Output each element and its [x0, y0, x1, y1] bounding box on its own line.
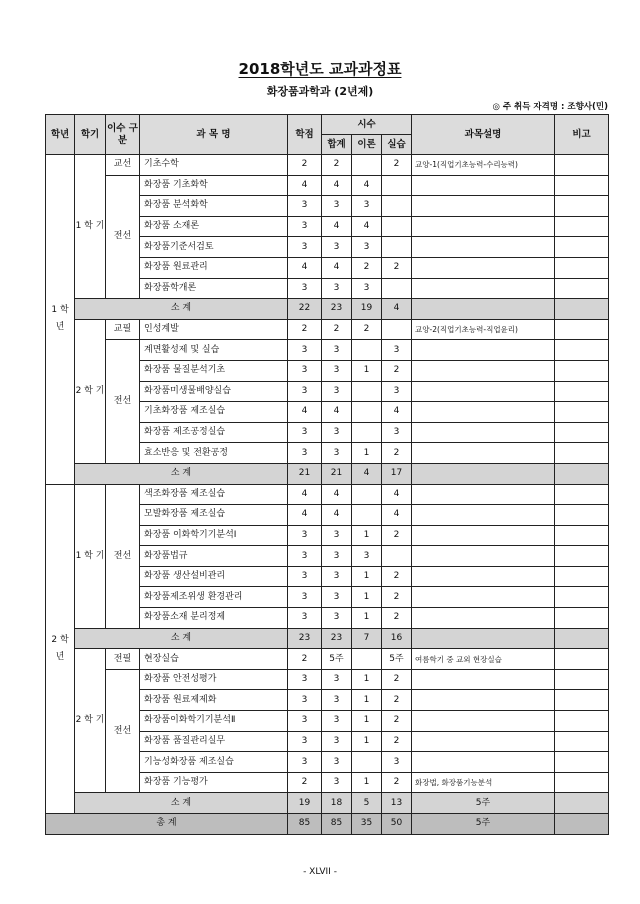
- course-remark: [555, 402, 609, 423]
- course-row: [46, 669, 609, 690]
- hours-total: 4: [322, 505, 352, 526]
- course-remark: [555, 257, 609, 278]
- course-credit: 4: [288, 257, 322, 278]
- course-description: [412, 566, 555, 587]
- course-credit: 2: [288, 319, 322, 340]
- category-label: 전선: [106, 340, 140, 464]
- course-name: 현장실습: [140, 649, 288, 670]
- hours-theory: [352, 752, 382, 773]
- course-row: [46, 319, 609, 340]
- header-remark: 비고: [555, 115, 609, 155]
- subtotal-credit: 22: [288, 299, 322, 320]
- course-description: [412, 608, 555, 629]
- course-name: 화장품소재 분리정제: [140, 608, 288, 629]
- subtotal-remark: [555, 299, 609, 320]
- hours-theory: 1: [352, 525, 382, 546]
- hours-total: 3: [322, 711, 352, 732]
- course-description: [412, 360, 555, 381]
- course-description: [412, 278, 555, 299]
- hours-practice: 3: [382, 340, 412, 361]
- subtotal-description: [412, 463, 555, 484]
- subtotal-row: [46, 299, 609, 320]
- hours-total: 3: [322, 546, 352, 567]
- hours-theory: 1: [352, 731, 382, 752]
- subtotal-description: [412, 628, 555, 649]
- course-name: 기능성화장품 제조실습: [140, 752, 288, 773]
- course-remark: [555, 566, 609, 587]
- course-credit: 3: [288, 669, 322, 690]
- hours-theory: 1: [352, 587, 382, 608]
- course-name: 화장품 분석화학: [140, 196, 288, 217]
- header-hours-practice: 실습: [382, 135, 412, 155]
- course-credit: 3: [288, 587, 322, 608]
- subtotal-label: 소 계: [75, 299, 288, 320]
- hours-theory: [352, 505, 382, 526]
- subtotal-hours-theory: 4: [352, 463, 382, 484]
- course-description: [412, 381, 555, 402]
- hours-practice: [382, 196, 412, 217]
- course-description: [412, 546, 555, 567]
- course-remark: [555, 278, 609, 299]
- course-remark: [555, 484, 609, 505]
- grand-total-hours-theory: 35: [352, 814, 382, 835]
- curriculum-body: [46, 155, 609, 835]
- hours-total: 3: [322, 422, 352, 443]
- course-name: 화장품이화학기기분석Ⅱ: [140, 711, 288, 732]
- page-number: - XLVII -: [303, 867, 337, 877]
- hours-practice: 2: [382, 443, 412, 464]
- hours-theory: [352, 422, 382, 443]
- hours-total: 3: [322, 669, 352, 690]
- header-credit: 학점: [288, 115, 322, 155]
- course-description: 교양-1(직업기초능력-수리능력): [412, 155, 555, 176]
- course-credit: 3: [288, 752, 322, 773]
- course-description: [412, 505, 555, 526]
- course-name: 화장품 생산설비관리: [140, 566, 288, 587]
- hours-total: 2: [322, 319, 352, 340]
- course-credit: 3: [288, 566, 322, 587]
- hours-practice: 2: [382, 587, 412, 608]
- hours-total: 3: [322, 443, 352, 464]
- course-remark: [555, 340, 609, 361]
- department-subtitle: 화장품과학과 (2년제): [266, 85, 374, 98]
- course-remark: [555, 772, 609, 793]
- course-remark: [555, 216, 609, 237]
- course-credit: 4: [288, 175, 322, 196]
- hours-theory: 1: [352, 772, 382, 793]
- course-name: 인성계발: [140, 319, 288, 340]
- subtotal-credit: 23: [288, 628, 322, 649]
- hours-total: 4: [322, 257, 352, 278]
- hours-practice: 2: [382, 257, 412, 278]
- hours-total: 3: [322, 731, 352, 752]
- hours-practice: 4: [382, 402, 412, 423]
- hours-practice: [382, 319, 412, 340]
- hours-theory: 1: [352, 608, 382, 629]
- grand-total-description: 5주: [412, 814, 555, 835]
- hours-total: 3: [322, 340, 352, 361]
- subtotal-credit: 19: [288, 793, 322, 814]
- course-description: [412, 711, 555, 732]
- course-credit: 3: [288, 608, 322, 629]
- course-remark: [555, 155, 609, 176]
- course-credit: 3: [288, 196, 322, 217]
- course-row: [46, 340, 609, 361]
- subtotal-hours-practice: 16: [382, 628, 412, 649]
- hours-total: 3: [322, 587, 352, 608]
- hours-practice: 2: [382, 155, 412, 176]
- subtotal-row: [46, 628, 609, 649]
- course-description: [412, 257, 555, 278]
- course-remark: [555, 505, 609, 526]
- course-remark: [555, 525, 609, 546]
- course-row: [46, 484, 609, 505]
- hours-practice: [382, 237, 412, 258]
- hours-theory: [352, 649, 382, 670]
- hours-total: 3: [322, 196, 352, 217]
- course-name: 기초수학: [140, 155, 288, 176]
- year-label: 2 학 년: [46, 484, 75, 814]
- course-credit: 2: [288, 772, 322, 793]
- category-label: 전선: [106, 484, 140, 628]
- category-label: 전선: [106, 669, 140, 793]
- course-name: 화장품 품질관리실무: [140, 731, 288, 752]
- hours-practice: 4: [382, 505, 412, 526]
- course-name: 효소반응 및 전환공정: [140, 443, 288, 464]
- year-label: 1 학 년: [46, 155, 75, 485]
- hours-practice: 5주: [382, 649, 412, 670]
- hours-practice: 2: [382, 711, 412, 732]
- hours-total: 2: [322, 155, 352, 176]
- hours-total: 3: [322, 608, 352, 629]
- course-remark: [555, 360, 609, 381]
- grand-total-row: [46, 814, 609, 835]
- course-description: [412, 525, 555, 546]
- hours-total: 4: [322, 175, 352, 196]
- course-remark: [555, 546, 609, 567]
- subtotal-hours-total: 23: [322, 299, 352, 320]
- course-name: 화장품 안전성평가: [140, 669, 288, 690]
- header-category: 이수 구분: [106, 115, 140, 155]
- course-name: 계면활성제 및 실습: [140, 340, 288, 361]
- semester-label: 2 학 기: [75, 649, 106, 793]
- course-credit: 3: [288, 546, 322, 567]
- course-description: [412, 690, 555, 711]
- course-remark: [555, 237, 609, 258]
- course-description: 교양-2(직업기초능력-직업윤리): [412, 319, 555, 340]
- course-description: [412, 731, 555, 752]
- hours-total: 4: [322, 216, 352, 237]
- course-credit: 3: [288, 690, 322, 711]
- course-credit: 3: [288, 216, 322, 237]
- subtotal-description: 5주: [412, 793, 555, 814]
- course-name: 화장품 기능평가: [140, 772, 288, 793]
- header-description: 과목설명: [412, 115, 555, 155]
- hours-practice: 2: [382, 566, 412, 587]
- course-credit: 3: [288, 237, 322, 258]
- hours-practice: [382, 546, 412, 567]
- course-name: 화장품법규: [140, 546, 288, 567]
- course-description: [412, 340, 555, 361]
- course-credit: 2: [288, 649, 322, 670]
- hours-practice: [382, 278, 412, 299]
- hours-theory: 1: [352, 360, 382, 381]
- qualification-note: ◎ 주 취득 자격명 : 조향사(민): [492, 102, 608, 112]
- hours-practice: 2: [382, 731, 412, 752]
- semester-label: 1 학 기: [75, 155, 106, 299]
- hours-practice: 2: [382, 690, 412, 711]
- course-name: 화장품 이화학기기분석Ⅰ: [140, 525, 288, 546]
- course-credit: 3: [288, 711, 322, 732]
- subtotal-remark: [555, 793, 609, 814]
- course-remark: [555, 443, 609, 464]
- course-description: [412, 237, 555, 258]
- course-credit: 4: [288, 402, 322, 423]
- page-title: 2018학년도 교과과정표: [238, 60, 402, 78]
- category-label: 전선: [106, 175, 140, 299]
- course-name: 화장품 소재론: [140, 216, 288, 237]
- hours-total: 3: [322, 566, 352, 587]
- hours-total: 4: [322, 402, 352, 423]
- category-label: 교필: [106, 319, 140, 340]
- course-row: [46, 175, 609, 196]
- subtotal-description: [412, 299, 555, 320]
- course-credit: 3: [288, 381, 322, 402]
- hours-total: 3: [322, 278, 352, 299]
- course-name: 색조화장품 제조실습: [140, 484, 288, 505]
- subtotal-row: [46, 463, 609, 484]
- course-remark: [555, 175, 609, 196]
- hours-total: 3: [322, 360, 352, 381]
- hours-practice: 2: [382, 525, 412, 546]
- hours-practice: 3: [382, 422, 412, 443]
- semester-label: 2 학 기: [75, 319, 106, 463]
- hours-total: 3: [322, 772, 352, 793]
- course-description: 여름학기 중 교외 현장실습: [412, 649, 555, 670]
- hours-theory: 2: [352, 257, 382, 278]
- course-remark: [555, 196, 609, 217]
- course-description: [412, 484, 555, 505]
- subtotal-hours-total: 21: [322, 463, 352, 484]
- course-name: 화장품 물질분석기초: [140, 360, 288, 381]
- subtotal-hours-theory: 7: [352, 628, 382, 649]
- course-description: [412, 422, 555, 443]
- header-year: 학년: [46, 115, 75, 155]
- hours-total: 3: [322, 525, 352, 546]
- course-remark: [555, 690, 609, 711]
- hours-total: 4: [322, 484, 352, 505]
- course-description: [412, 216, 555, 237]
- hours-practice: [382, 216, 412, 237]
- grand-total-credit: 85: [288, 814, 322, 835]
- hours-theory: 1: [352, 690, 382, 711]
- header-hours-theory: 이론: [352, 135, 382, 155]
- course-remark: [555, 711, 609, 732]
- hours-theory: 1: [352, 566, 382, 587]
- hours-practice: 2: [382, 669, 412, 690]
- course-credit: 3: [288, 360, 322, 381]
- course-description: [412, 669, 555, 690]
- hours-practice: 2: [382, 608, 412, 629]
- course-remark: [555, 381, 609, 402]
- hours-total: 3: [322, 237, 352, 258]
- course-description: [412, 752, 555, 773]
- hours-theory: 3: [352, 196, 382, 217]
- course-credit: 2: [288, 155, 322, 176]
- curriculum-table: [45, 114, 609, 835]
- hours-theory: 4: [352, 216, 382, 237]
- course-name: 모발화장품 제조실습: [140, 505, 288, 526]
- category-label: 교선: [106, 155, 140, 176]
- course-credit: 3: [288, 525, 322, 546]
- course-credit: 3: [288, 340, 322, 361]
- hours-theory: 1: [352, 669, 382, 690]
- hours-practice: 2: [382, 360, 412, 381]
- subtotal-hours-total: 23: [322, 628, 352, 649]
- course-credit: 3: [288, 278, 322, 299]
- header-hours: 시수: [322, 115, 412, 135]
- subtotal-hours-practice: 4: [382, 299, 412, 320]
- course-credit: 3: [288, 731, 322, 752]
- hours-practice: 4: [382, 484, 412, 505]
- subtotal-remark: [555, 628, 609, 649]
- course-credit: 3: [288, 422, 322, 443]
- category-label: 전필: [106, 649, 140, 670]
- hours-theory: [352, 484, 382, 505]
- subtotal-hours-total: 18: [322, 793, 352, 814]
- course-description: [412, 196, 555, 217]
- hours-theory: 1: [352, 711, 382, 732]
- hours-theory: 3: [352, 237, 382, 258]
- course-row: [46, 649, 609, 670]
- subtotal-label: 소 계: [75, 793, 288, 814]
- course-remark: [555, 669, 609, 690]
- subtotal-hours-practice: 13: [382, 793, 412, 814]
- course-remark: [555, 752, 609, 773]
- subtotal-credit: 21: [288, 463, 322, 484]
- course-description: [412, 402, 555, 423]
- subtotal-label: 소 계: [75, 628, 288, 649]
- grand-total-hours-total: 85: [322, 814, 352, 835]
- course-name: 화장품기준서검토: [140, 237, 288, 258]
- course-remark: [555, 422, 609, 443]
- hours-practice: 3: [382, 752, 412, 773]
- subtotal-remark: [555, 463, 609, 484]
- hours-practice: 3: [382, 381, 412, 402]
- hours-practice: 2: [382, 772, 412, 793]
- hours-total: 3: [322, 752, 352, 773]
- grand-total-remark: [555, 814, 609, 835]
- course-name: 화장품제조위생 환경관리: [140, 587, 288, 608]
- course-description: 화장법, 화장품기능분석: [412, 772, 555, 793]
- course-name: 화장품 제조공정실습: [140, 422, 288, 443]
- course-name: 기초화장품 제조실습: [140, 402, 288, 423]
- hours-theory: [352, 381, 382, 402]
- grand-total-hours-practice: 50: [382, 814, 412, 835]
- hours-total: 3: [322, 690, 352, 711]
- header-hours-total: 합계: [322, 135, 352, 155]
- subtotal-row: [46, 793, 609, 814]
- header-course: 과 목 명: [140, 115, 288, 155]
- hours-theory: [352, 402, 382, 423]
- course-remark: [555, 319, 609, 340]
- subtotal-hours-practice: 17: [382, 463, 412, 484]
- course-name: 화장품미생물배양실습: [140, 381, 288, 402]
- course-row: [46, 155, 609, 176]
- course-credit: 3: [288, 443, 322, 464]
- hours-total: 5주: [322, 649, 352, 670]
- semester-label: 1 학 기: [75, 484, 106, 628]
- hours-theory: 3: [352, 546, 382, 567]
- hours-total: 3: [322, 381, 352, 402]
- hours-theory: 4: [352, 175, 382, 196]
- course-description: [412, 443, 555, 464]
- course-name: 화장품 기초화학: [140, 175, 288, 196]
- course-name: 화장품 원료관리: [140, 257, 288, 278]
- course-remark: [555, 608, 609, 629]
- hours-theory: 3: [352, 278, 382, 299]
- course-description: [412, 175, 555, 196]
- grand-total-label: 총 계: [46, 814, 288, 835]
- course-name: 화장품학개론: [140, 278, 288, 299]
- course-remark: [555, 649, 609, 670]
- hours-theory: 2: [352, 319, 382, 340]
- course-description: [412, 587, 555, 608]
- hours-theory: [352, 155, 382, 176]
- header-semester: 학기: [75, 115, 106, 155]
- subtotal-hours-theory: 5: [352, 793, 382, 814]
- hours-practice: [382, 175, 412, 196]
- subtotal-label: 소 계: [75, 463, 288, 484]
- course-credit: 4: [288, 505, 322, 526]
- course-credit: 4: [288, 484, 322, 505]
- course-remark: [555, 731, 609, 752]
- course-name: 화장품 원료제제화: [140, 690, 288, 711]
- course-remark: [555, 587, 609, 608]
- hours-theory: 1: [352, 443, 382, 464]
- hours-theory: [352, 340, 382, 361]
- subtotal-hours-theory: 19: [352, 299, 382, 320]
